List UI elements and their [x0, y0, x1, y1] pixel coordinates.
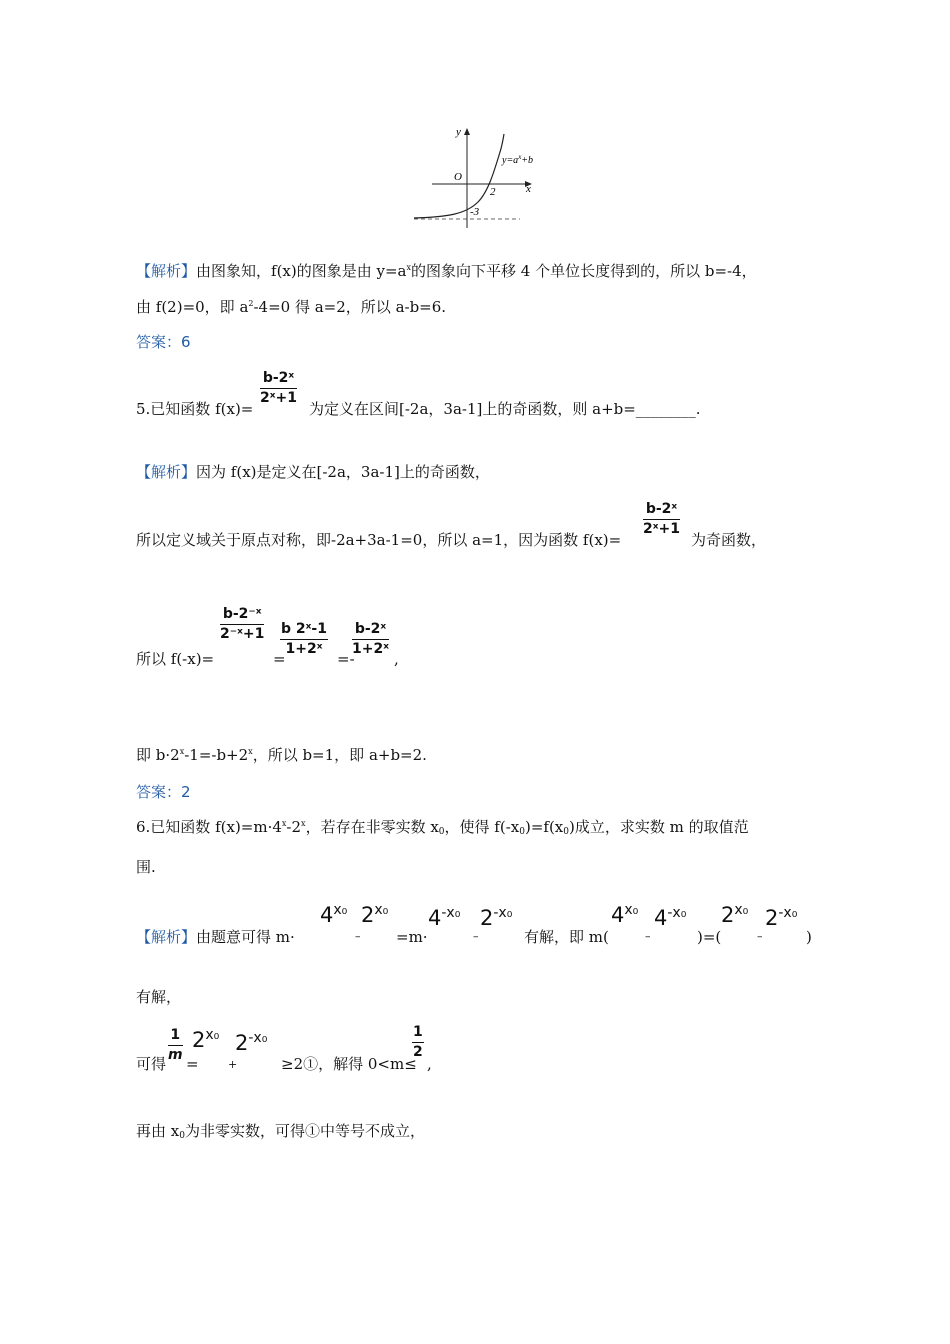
solution-5-eq-2: =-	[337, 650, 355, 668]
solution-5-eq: =	[273, 650, 286, 668]
solution-6-line-1-pre: 【解析】由题意可得 m·	[136, 928, 295, 946]
term-2-pow-x0: $2^{x_0}$	[192, 1027, 220, 1052]
y-axis-label: y	[456, 126, 461, 138]
solution-5-line-2-post: 为奇函数，	[691, 531, 767, 549]
term-2-pow-neg-x0: $2^{-x_0}$	[235, 1030, 268, 1055]
y-axis-arrow	[464, 128, 470, 135]
term-4-pow-x0: $4^{x_0}$	[320, 902, 348, 927]
solution-5-line-1: 【解析】因为 f(x)是定义在[-2a，3a-1]上的奇函数，	[136, 463, 490, 481]
y-tick-label: -3	[470, 206, 480, 218]
question-5-post: 为定义在区间[-2a，3a-1]上的奇函数，则 a+b=________.	[309, 400, 701, 418]
term-2-pow-x0: $2^{x_0}$	[361, 902, 389, 927]
solution-5-line-2-pre: 所以定义域关于原点对称，即-2a+3a-1=0，所以 a=1，因为函数 f(x)=	[136, 531, 622, 549]
question-6-line-2: 围.	[136, 858, 156, 876]
solution-5-line-3-post: ,	[394, 650, 399, 668]
solution-5-fraction-1: b-2⁻ˣ 2⁻ˣ+1	[220, 606, 265, 642]
x-axis-label: x	[526, 183, 531, 195]
fraction-1-over-m: 1 m	[168, 1027, 183, 1063]
solution-6-eq: =m·	[396, 928, 428, 946]
solution-6-eq-2: )=(	[697, 928, 722, 946]
plus-sign: +	[228, 1058, 238, 1071]
term-4-pow-neg-x0: $4^{-x_0}$	[654, 905, 687, 930]
solution-5-fraction-3: b-2ˣ 1+2ˣ	[352, 621, 389, 657]
solution-5-line-4: 即 $b\cdot 2^x-1=-b+2^x$，所以 b=1，即 a+b=2.	[136, 746, 427, 764]
origin-label: O	[454, 171, 462, 183]
solution-5-line-3-pre: 所以 f(-x)=	[136, 650, 215, 668]
question-5-pre: 5.已知函数 f(x)=	[136, 400, 254, 418]
exponential-graph	[408, 122, 558, 232]
minus-sign: –	[645, 930, 651, 943]
question-6-line-1: 6.已知函数 $f(x)=m\cdot 4^x-2^x$，若存在非零实数 $x_0$，使得 $f(-x_0)=f(x_0)$成立，求实数 m 的取值范	[136, 818, 749, 837]
term-2-pow-neg-x0: $2^{-x_0}$	[480, 905, 513, 930]
solution-4-line-2: 由 f(2)=0，即 $a^2-4=0$ 得 a=2，所以 a-b=6.	[136, 298, 447, 316]
question-5-fraction: b-2ˣ 2ˣ+1	[260, 370, 297, 406]
minus-sign: –	[355, 930, 361, 943]
answer-4: 答案：6	[136, 333, 191, 351]
solution-6-close-paren: )	[806, 928, 812, 946]
solution-5-fraction-2: b 2ˣ-1 1+2ˣ	[281, 621, 327, 657]
term-4-pow-x0: $4^{x_0}$	[611, 902, 639, 927]
curve-label: $y=a^x+b$	[502, 153, 534, 166]
analysis-tag: 【解析】	[136, 463, 197, 481]
analysis-tag: 【解析】	[136, 928, 197, 946]
solution-6-line-1-mid: 有解，即 m(	[524, 928, 609, 946]
solution-4-line-1: 【解析】由图象知，f(x)的图象是由 $y=a^x$的图象向下平移 4 个单位长度得到的，所以 b=-4，	[136, 262, 757, 280]
solution-6-line-4: 再由 $x_0$为非零实数，可得①中等号不成立，	[136, 1122, 425, 1141]
solution-6-line-3-pre: 可得	[136, 1055, 167, 1073]
solution-6-eq-3: =	[186, 1055, 199, 1073]
fraction-1-over-2: 1 2	[413, 1024, 423, 1060]
solution-6-line-3-end: ,	[427, 1055, 432, 1073]
term-2-pow-x0: $2^{x_0}$	[721, 902, 749, 927]
x-tick-label: 2	[490, 186, 496, 198]
term-4-pow-neg-x0: $4^{-x_0}$	[428, 905, 461, 930]
minus-sign: –	[757, 930, 763, 943]
answer-5: 答案：2	[136, 783, 191, 801]
solution-6-line-2: 有解，	[136, 988, 182, 1006]
analysis-tag: 【解析】	[136, 262, 197, 280]
minus-sign: –	[473, 930, 479, 943]
solution-6-line-3-mid: ≥2①，解得 0<m≤	[281, 1055, 417, 1073]
solution-5-fraction: b-2ˣ 2ˣ+1	[643, 501, 680, 537]
term-2-pow-neg-x0: $2^{-x_0}$	[765, 905, 798, 930]
